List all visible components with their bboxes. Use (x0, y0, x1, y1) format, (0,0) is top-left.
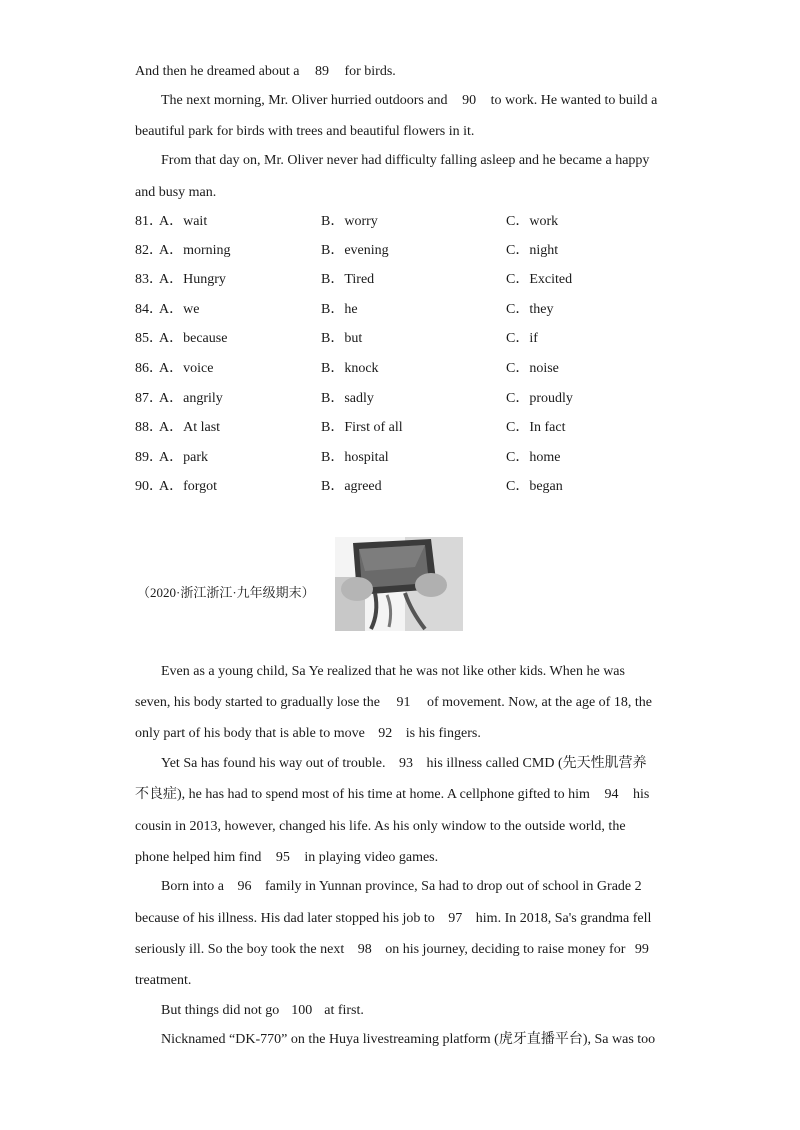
option-a: A．wait (159, 214, 208, 229)
option-a: A．morning (159, 243, 231, 258)
answer-blank: 91 (396, 695, 411, 710)
answer-blank: 89 (314, 64, 329, 79)
question-row (135, 301, 695, 319)
question-row (135, 449, 695, 467)
text-line: phone helped him find 95 in playing video games. (135, 850, 439, 865)
question-number: 90． (135, 479, 163, 494)
answer-blank: 97 (448, 911, 463, 926)
question-number: 85． (135, 331, 163, 346)
text-line: But things did not go 100 at first. (161, 1003, 364, 1018)
text-line: Born into a 96 family in Yunnan province, Sa had to drop out of school in Grade 2 (161, 879, 642, 894)
question-row (135, 360, 695, 378)
option-c: C．Excited (506, 272, 573, 287)
option-b: B．knock (321, 361, 379, 376)
answer-blank: 99 (634, 942, 649, 957)
text-line: From that day on, Mr. Oliver never had difficulty falling asleep and he became a happy (161, 153, 650, 168)
text-line: Nicknamed “DK-770” on the Huya livestreaming platform (虎牙直播平台), Sa was too (161, 1032, 656, 1047)
option-b: B．evening (321, 243, 389, 258)
option-b: B．agreed (321, 479, 382, 494)
question-row (135, 419, 695, 437)
question-row (135, 478, 695, 496)
option-a: A．forgot (159, 479, 218, 494)
question-row (135, 271, 695, 289)
text-line: beautiful park for birds with trees and beautiful flowers in it. (135, 124, 475, 139)
text-line: 不良症), he has had to spend most of his time at home. A cellphone gifted to him 94 his (135, 787, 650, 802)
question-row (135, 213, 695, 231)
text-line: The next morning, Mr. Oliver hurried outdoors and 90 to work. He wanted to build a (161, 93, 658, 108)
answer-blank: 93 (399, 756, 414, 771)
option-b: B．Tired (321, 272, 375, 287)
option-a: A．angrily (159, 391, 223, 406)
answer-blank: 96 (237, 879, 252, 894)
text-line: And then he dreamed about a 89 for birds. (135, 64, 396, 79)
option-a: A．At last (159, 420, 221, 435)
text-line: because of his illness. His dad later stopped his job to 97 him. In 2018, Sa's grandma fell (135, 911, 652, 926)
option-b: B．worry (321, 214, 378, 229)
phone-gaming-photo (335, 537, 463, 631)
question-row (135, 390, 695, 408)
option-a: A．we (159, 302, 200, 317)
question-number: 84． (135, 302, 163, 317)
option-b: B．but (321, 331, 363, 346)
option-b: B．First of all (321, 420, 403, 435)
option-c: C．night (506, 243, 559, 258)
option-c: C．proudly (506, 391, 573, 406)
option-c: C．began (506, 479, 563, 494)
text-line: treatment. (135, 973, 192, 988)
question-number: 89． (135, 450, 163, 465)
option-a: A．park (159, 450, 208, 465)
text-line: cousin in 2013, however, changed his life. As his only window to the outside world, the (135, 819, 626, 834)
text-line: seriously ill. So the boy took the next 98 on his journey, deciding to raise money for 99 (135, 941, 655, 959)
option-b: B．he (321, 302, 358, 317)
option-c: C．they (506, 302, 554, 317)
question-number: 83． (135, 272, 163, 287)
text-line: Even as a young child, Sa Ye realized that he was not like other kids. When he was (161, 664, 625, 679)
option-b: B．sadly (321, 391, 374, 406)
question-row (135, 242, 695, 260)
text-line: only part of his body that is able to move 92 is his fingers. (135, 726, 481, 741)
option-a: A．voice (159, 361, 214, 376)
text-line: and busy man. (135, 185, 217, 200)
answer-blank: 94 (604, 787, 619, 802)
option-a: A．Hungry (159, 272, 226, 287)
option-c: C．noise (506, 361, 559, 376)
option-c: C．In fact (506, 420, 566, 435)
question-number: 88． (135, 420, 163, 435)
option-c: C．home (506, 450, 561, 465)
question-number: 87． (135, 391, 163, 406)
source-label: （2020·浙江浙江·九年级期末） (137, 585, 315, 600)
answer-blank: 98 (357, 942, 372, 957)
option-c: C．work (506, 214, 559, 229)
answer-blank: 92 (378, 726, 393, 741)
answer-blank: 95 (275, 850, 290, 865)
question-number: 82． (135, 243, 163, 258)
option-b: B．hospital (321, 450, 389, 465)
option-c: C．if (506, 331, 538, 346)
question-number: 86． (135, 361, 163, 376)
answer-blank: 100 (291, 1003, 313, 1018)
option-a: A．because (159, 331, 228, 346)
question-row (135, 330, 695, 348)
question-number: 81． (135, 214, 163, 229)
answer-blank: 90 (462, 93, 477, 108)
text-line: Yet Sa has found his way out of trouble. 93 his illness called CMD (先天性肌营养 (161, 756, 647, 771)
text-line: seven, his body started to gradually lose the 91 of movement. Now, at the age of 18, the (135, 695, 652, 710)
